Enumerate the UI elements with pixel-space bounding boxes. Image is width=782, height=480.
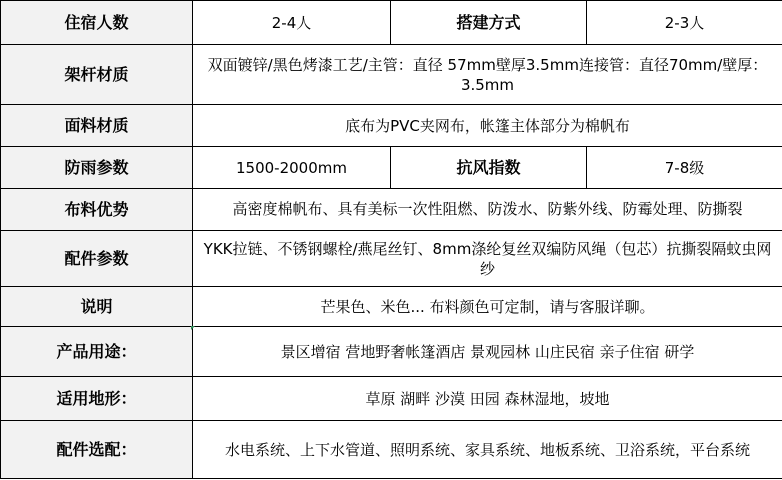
row-value: YKK拉链、不锈钢螺栓/燕尾丝钉、8mm涤纶复丝双编防风绳（包芯）抗撕裂隔蚊虫网纱 xyxy=(193,231,782,287)
row-label-secondary: 抗风指数 xyxy=(391,147,587,189)
row-value-secondary: 7-8级 xyxy=(587,147,782,189)
row-label: 布料优势 xyxy=(1,189,193,231)
row-label: 产品用途： xyxy=(1,327,193,377)
table-row xyxy=(1,189,782,231)
row-value: 草原 湖畔 沙漠 田园 森林湿地，坡地 xyxy=(193,377,782,421)
row-value: 1500-2000mm xyxy=(193,147,391,189)
row-label: 说明 xyxy=(1,287,193,327)
table-row xyxy=(1,421,782,479)
table-row xyxy=(1,147,782,189)
row-value: 芒果色、米色... 布料颜色可定制，请与客服详聊。 xyxy=(193,287,782,327)
table-row xyxy=(1,287,782,327)
row-label-secondary: 搭建方式 xyxy=(391,1,587,45)
row-value: 底布为PVC夹网布，帐篷主体部分为棉帆布 xyxy=(193,105,782,147)
row-value: 水电系统、上下水管道、照明系统、家具系统、地板系统、卫浴系统，平台系统 xyxy=(193,421,782,479)
table-row xyxy=(1,105,782,147)
row-label: 配件参数 xyxy=(1,231,193,287)
row-value: 2-4人 xyxy=(193,1,391,45)
row-label: 架杆材质 xyxy=(1,45,193,105)
cell-comment-marker xyxy=(191,326,195,330)
table-row xyxy=(1,327,782,377)
table-row xyxy=(1,231,782,287)
table-row xyxy=(1,377,782,421)
table-row xyxy=(1,1,782,45)
table-row xyxy=(1,45,782,105)
row-label: 面料材质 xyxy=(1,105,193,147)
row-label: 适用地形： xyxy=(1,377,193,421)
row-label: 住宿人数 xyxy=(1,1,193,45)
row-label: 防雨参数 xyxy=(1,147,193,189)
row-value: 景区增宿 营地野奢帐篷酒店 景观园林 山庄民宿 亲子住宿 研学 xyxy=(193,327,782,377)
row-value-secondary: 2-3人 xyxy=(587,1,782,45)
row-value: 高密度棉帆布、具有美标一次性阻燃、防泼水、防紫外线、防霉处理、防撕裂 xyxy=(193,189,782,231)
row-label: 配件选配： xyxy=(1,421,193,479)
row-value: 双面镀锌/黑色烤漆工艺/主管：直径 57mm壁厚3.5mm连接管：直径70mm/壁厚：3.5mm xyxy=(193,45,782,105)
